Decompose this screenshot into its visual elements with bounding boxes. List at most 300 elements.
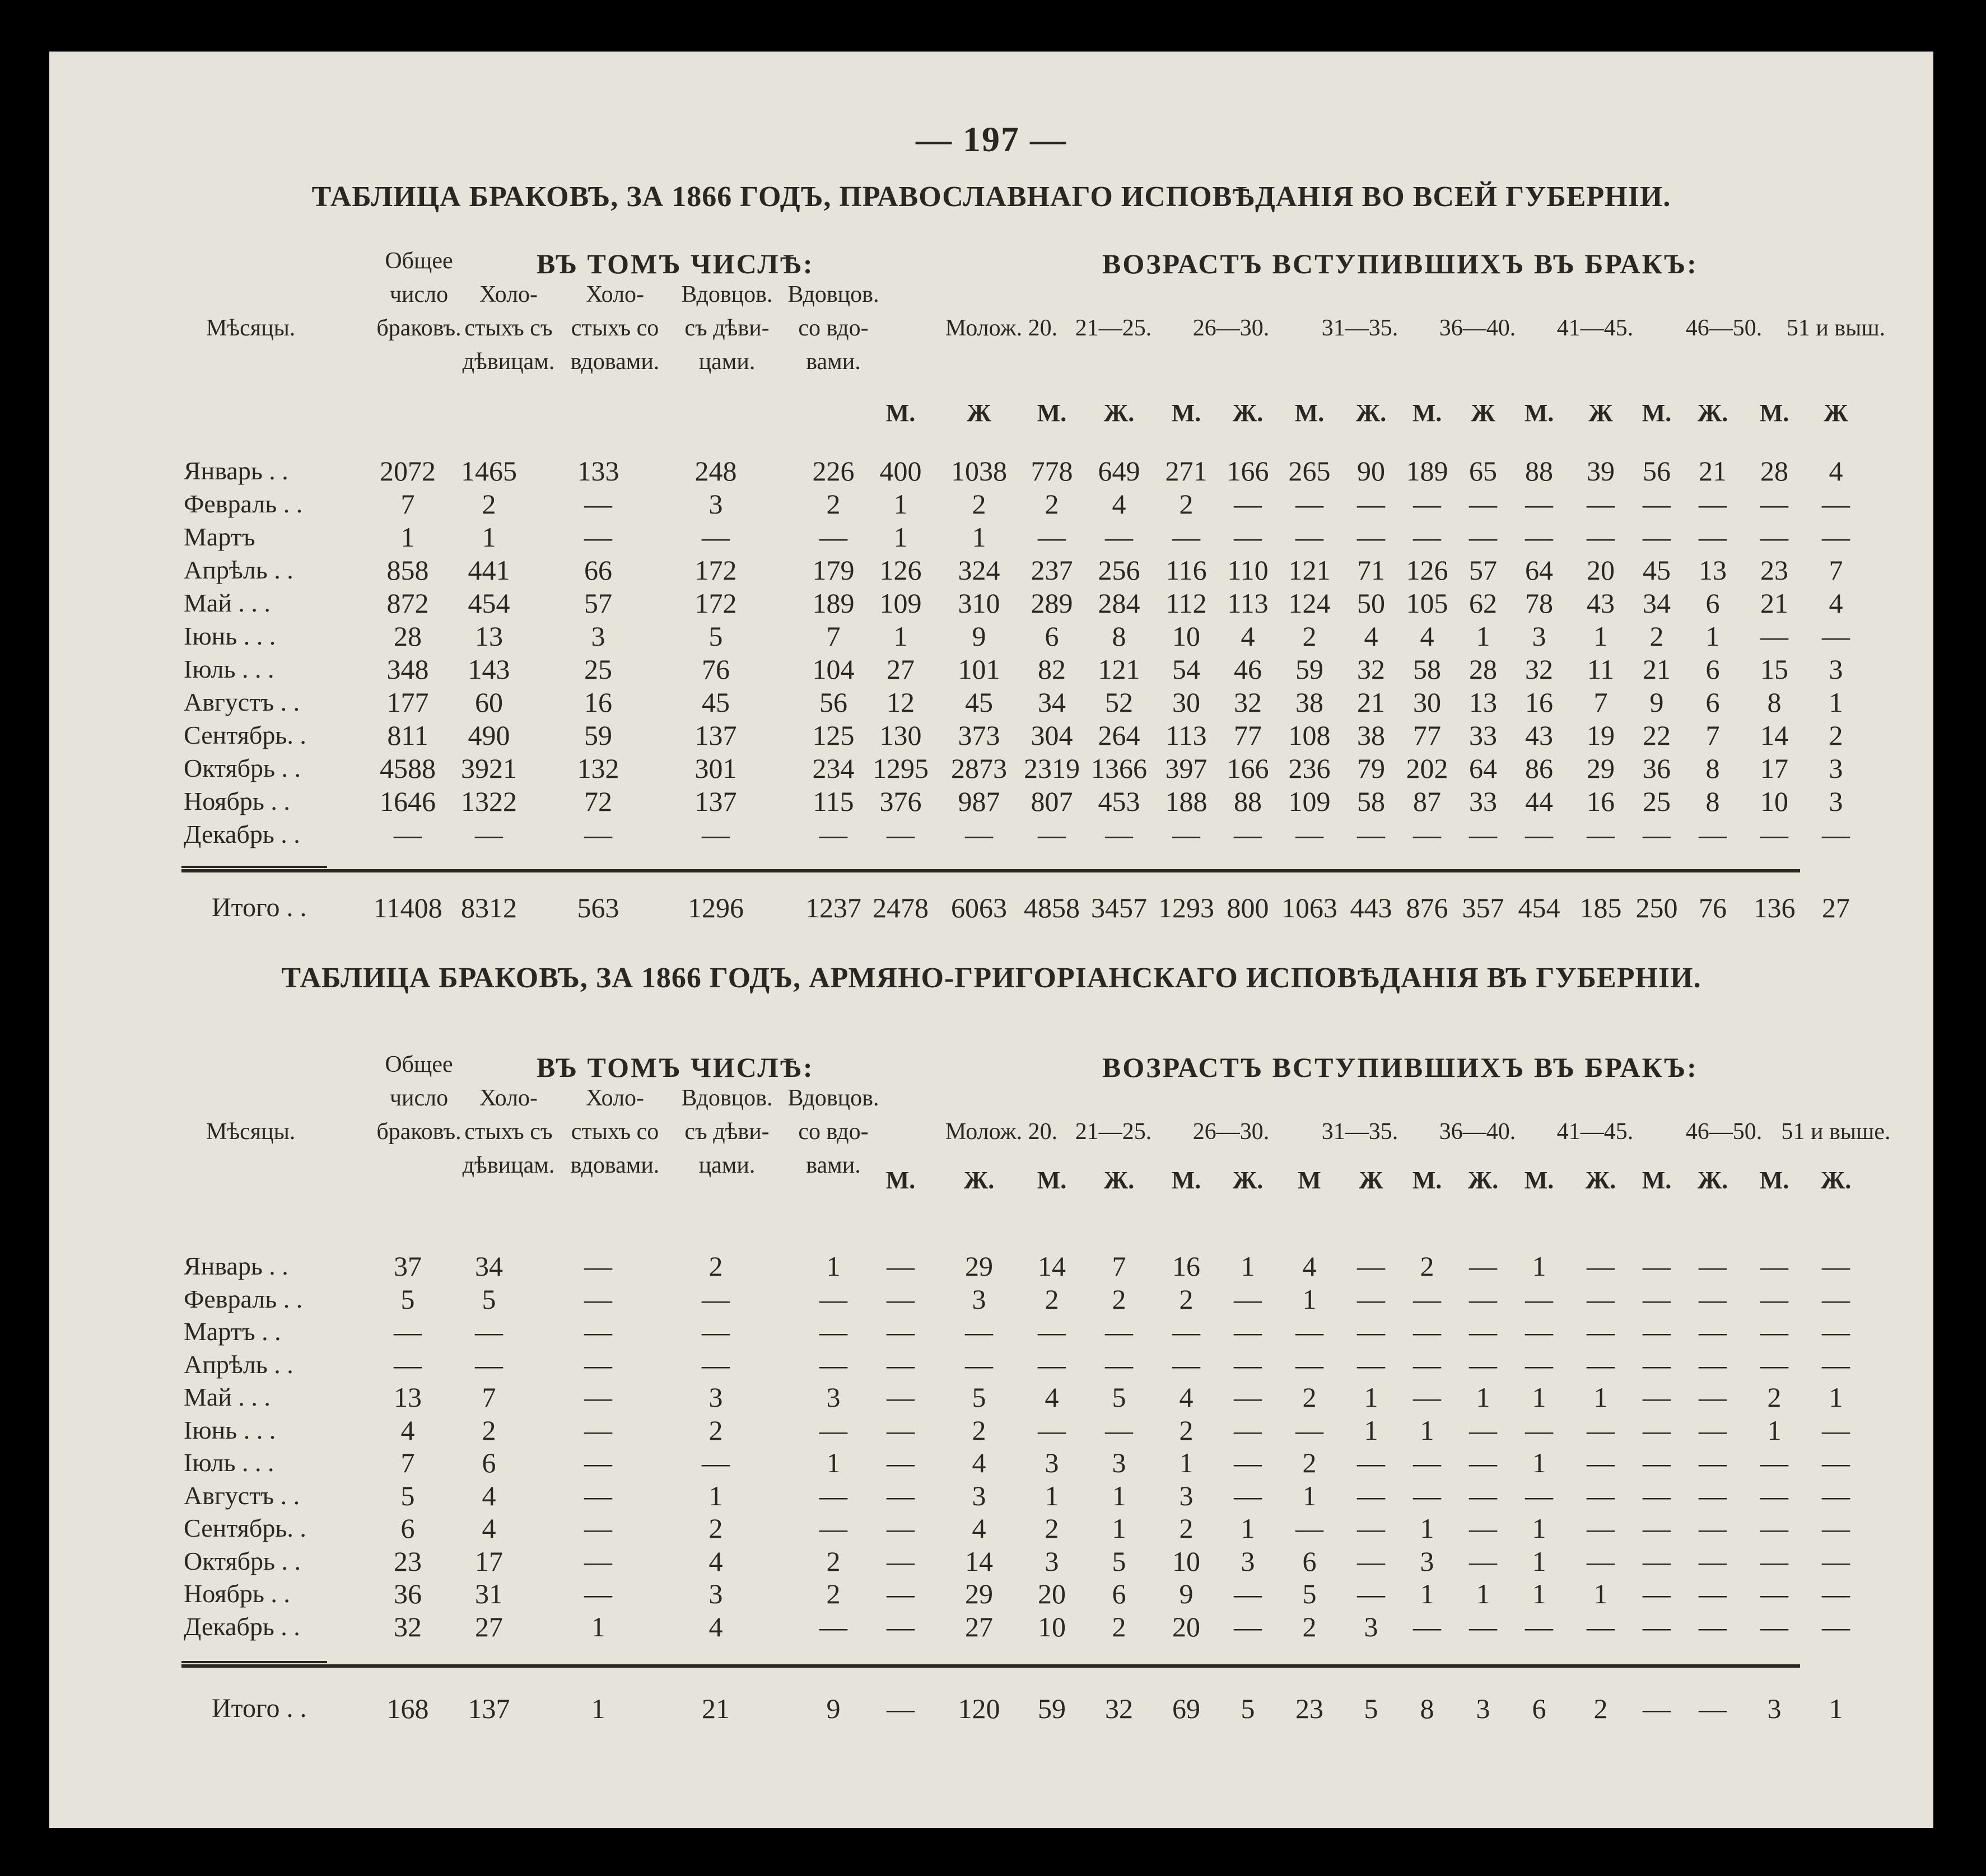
- table-cell: 1: [1532, 1447, 1546, 1478]
- table-cell: —: [1357, 1250, 1385, 1282]
- sex-label: Ж.: [1697, 399, 1728, 427]
- age-group-header: 31—35.: [1321, 315, 1398, 341]
- table-cell: —: [1469, 1316, 1497, 1347]
- age-header: ВОЗРАСТЪ ВСТУПИВШИХЪ ВЪ БРАКЪ:: [1102, 1052, 1698, 1083]
- table-cell: —: [1357, 819, 1385, 850]
- table-cell: —: [887, 1414, 915, 1446]
- total-cell: 1293: [1158, 892, 1214, 923]
- table-cell: 1: [972, 521, 986, 553]
- table-cell: 807: [1031, 786, 1073, 817]
- table-cell: —: [1822, 488, 1850, 520]
- table-cell: 37: [394, 1250, 422, 1282]
- table-cell: —: [1587, 819, 1615, 850]
- sex-label: М.: [885, 1166, 916, 1194]
- table-cell: —: [819, 1513, 847, 1544]
- table-rule: [181, 869, 1800, 872]
- sex-label: М.: [1642, 399, 1672, 427]
- table-cell: 441: [468, 554, 510, 586]
- table-cell: 65: [1469, 455, 1497, 487]
- table-row: [49, 719, 1933, 752]
- table-cell: 1: [1593, 1382, 1608, 1413]
- table-cell: 3: [1045, 1447, 1059, 1478]
- table-cell: —: [1822, 819, 1850, 850]
- table-cell: 32: [1234, 687, 1262, 718]
- table-row: [49, 785, 1933, 818]
- column-header-col2: стыхъ со: [571, 315, 659, 341]
- table-cell: 105: [1406, 587, 1448, 619]
- table-cell: —: [584, 1316, 612, 1347]
- table-cell: 7: [1829, 554, 1843, 586]
- table-cell: 1: [591, 1611, 605, 1642]
- table-cell: —: [1699, 1348, 1727, 1380]
- table-cell: 88: [1525, 455, 1553, 487]
- table-cell: —: [584, 1250, 612, 1282]
- table-cell: —: [1295, 1316, 1323, 1347]
- table-cell: 90: [1357, 455, 1385, 487]
- table-cell: 373: [958, 720, 1000, 751]
- table-cell: —: [1699, 1578, 1727, 1609]
- table-cell: 2: [1302, 1382, 1317, 1413]
- table-cell: —: [1643, 1348, 1671, 1380]
- table-cell: 2: [1112, 1283, 1126, 1315]
- total-cell: 168: [386, 1693, 429, 1724]
- total-label: Итого . .: [212, 1693, 307, 1723]
- table-cell: 3: [1045, 1545, 1059, 1577]
- table-cell: 59: [584, 720, 612, 751]
- table-cell: 101: [958, 654, 1000, 685]
- table-cell: 87: [1413, 786, 1441, 817]
- table-cell: —: [1643, 1414, 1671, 1446]
- table-cell: 113: [1166, 720, 1207, 751]
- table-cell: —: [1105, 1348, 1133, 1380]
- column-header-col3: цами.: [698, 1152, 756, 1178]
- sex-label: М.: [1294, 399, 1325, 427]
- table-cell: 64: [1525, 554, 1553, 586]
- age-group-header: 41—45.: [1556, 1119, 1634, 1145]
- table-cell: 2: [1179, 1513, 1194, 1544]
- table-cell: —: [1699, 1480, 1727, 1511]
- table-cell: 32: [1525, 654, 1553, 685]
- total-cell: 454: [1518, 892, 1560, 923]
- table-cell: 16: [584, 687, 612, 718]
- table-cell: 46: [1234, 654, 1262, 685]
- table-cell: —: [584, 488, 612, 520]
- table-cell: —: [1699, 1611, 1727, 1642]
- table-cell: 2: [1420, 1250, 1434, 1282]
- table-cell: —: [1587, 1348, 1615, 1380]
- table-cell: —: [1357, 1545, 1385, 1577]
- table-cell: 121: [1288, 554, 1331, 586]
- table-cell: 4: [708, 1611, 723, 1642]
- table-cell: 5: [1302, 1578, 1317, 1609]
- table-cell: —: [1469, 1611, 1497, 1642]
- sex-label: М.: [1412, 399, 1442, 427]
- table-cell: 20: [1587, 554, 1615, 586]
- table-cell: 454: [468, 587, 510, 619]
- table-cell: 1: [826, 1447, 841, 1478]
- sex-label: Ж: [967, 399, 991, 427]
- table-cell: —: [702, 1447, 730, 1478]
- table-cell: —: [1413, 1611, 1441, 1642]
- table-cell: 1: [1476, 1382, 1490, 1413]
- table-cell: —: [1760, 620, 1788, 652]
- age-group-header: 51 и выше.: [1781, 1119, 1891, 1145]
- table-cell: —: [1469, 1447, 1497, 1478]
- table-cell: 88: [1234, 786, 1262, 817]
- column-header-col4: со вдо-: [798, 315, 869, 341]
- table-cell: 34: [475, 1250, 503, 1282]
- table-cell: 1: [1593, 620, 1608, 652]
- table-cell: —: [1038, 819, 1066, 850]
- table-cell: 3: [591, 620, 605, 652]
- table-cell: —: [1413, 1480, 1441, 1511]
- month-label: Май . . .: [184, 1383, 271, 1411]
- total-cell: 27: [1822, 892, 1850, 923]
- column-header-col2: вдовами.: [570, 1152, 660, 1178]
- table-cell: 7: [1112, 1250, 1126, 1282]
- total-cell: —: [887, 1693, 915, 1724]
- table-cell: —: [1587, 1250, 1615, 1282]
- table-cell: 1295: [873, 753, 929, 784]
- month-label: Iюнь . . .: [184, 622, 276, 650]
- sex-label: М.: [1037, 1166, 1067, 1194]
- total-cell: 69: [1172, 1693, 1200, 1724]
- table-cell: 1: [893, 488, 908, 520]
- table-cell: 1: [1112, 1513, 1126, 1544]
- table-cell: —: [1643, 819, 1671, 850]
- table-cell: 3: [1112, 1447, 1126, 1478]
- table-cell: —: [887, 1545, 915, 1577]
- table-cell: 32: [1357, 654, 1385, 685]
- table-row: [49, 1381, 1933, 1413]
- table-cell: —: [1643, 1382, 1671, 1413]
- table-row: [49, 1480, 1933, 1512]
- table-cell: 115: [813, 786, 854, 817]
- table-cell: —: [819, 1283, 847, 1315]
- table-cell: —: [1234, 1480, 1262, 1511]
- table-cell: —: [1525, 1316, 1553, 1347]
- table-cell: —: [1587, 1513, 1615, 1544]
- month-label: Августъ . .: [184, 688, 300, 716]
- total-cell: 3: [1476, 1693, 1490, 1724]
- table-cell: —: [1822, 1578, 1850, 1609]
- document-page: [49, 52, 1933, 1828]
- table-cell: 236: [1288, 753, 1331, 784]
- table-cell: 30: [1413, 687, 1441, 718]
- table-cell: 8: [1705, 786, 1720, 817]
- table-cell: 14: [1760, 720, 1788, 751]
- table-cell: —: [1172, 1316, 1200, 1347]
- table-cell: 1: [1532, 1545, 1546, 1577]
- table-cell: —: [1234, 521, 1262, 553]
- table-cell: —: [584, 1578, 612, 1609]
- table-cell: 3: [708, 1578, 723, 1609]
- table-cell: 3: [1364, 1611, 1378, 1642]
- table-cell: 6: [1705, 587, 1720, 619]
- table-cell: 987: [958, 786, 1000, 817]
- sex-label: Ж.: [1697, 1166, 1728, 1194]
- table-cell: 1: [1179, 1447, 1194, 1478]
- table-cell: 5: [482, 1283, 496, 1315]
- table-cell: —: [1643, 1480, 1671, 1511]
- table-cell: 12: [887, 687, 915, 718]
- table-rule: [181, 1664, 1800, 1668]
- table-cell: 3: [1829, 786, 1843, 817]
- table-cell: —: [1357, 1283, 1385, 1315]
- table-cell: 17: [475, 1545, 503, 1577]
- table-cell: 33: [1469, 720, 1497, 751]
- table-title: ТАБЛИЦА БРАКОВЪ, ЗА 1866 ГОДЪ, АРМЯНО-ГРИГОРIАНСКАГО ИСПОВѢДАНIЯ ВЪ ГУБЕРНIИ.: [281, 962, 1701, 994]
- table-cell: 58: [1413, 654, 1441, 685]
- table-cell: 16: [1587, 786, 1615, 817]
- table-cell: 130: [879, 720, 922, 751]
- column-header-col1: Холо-: [479, 282, 538, 307]
- table-cell: 72: [584, 786, 612, 817]
- table-cell: 34: [1643, 587, 1671, 619]
- table-cell: 172: [694, 554, 737, 586]
- table-cell: 1: [1705, 620, 1720, 652]
- table-cell: 16: [1525, 687, 1553, 718]
- table-cell: —: [1469, 521, 1497, 553]
- table-row: [49, 1578, 1933, 1610]
- table-cell: 3: [1179, 1480, 1194, 1511]
- total-cell: 3457: [1091, 892, 1147, 923]
- month-label: Январь . .: [184, 1252, 288, 1280]
- table-cell: 2: [1649, 620, 1664, 652]
- table-cell: 778: [1031, 455, 1073, 487]
- table-cell: 7: [482, 1382, 496, 1413]
- page-number: — 197 —: [916, 119, 1067, 159]
- table-cell: 4: [1045, 1382, 1059, 1413]
- table-cell: —: [1760, 521, 1788, 553]
- table-row: [49, 1545, 1933, 1578]
- table-cell: —: [1760, 1578, 1788, 1609]
- table-cell: —: [887, 1578, 915, 1609]
- table-cell: 5: [972, 1382, 986, 1413]
- table-cell: —: [1469, 1250, 1497, 1282]
- table-cell: —: [1413, 1447, 1441, 1478]
- table-cell: 3: [972, 1283, 986, 1315]
- table-cell: —: [1822, 1545, 1850, 1577]
- table-cell: 265: [1288, 455, 1331, 487]
- age-group-header: 36—40.: [1439, 1119, 1516, 1145]
- table-cell: —: [1172, 521, 1200, 553]
- table-cell: 4: [1420, 620, 1434, 652]
- table-cell: 28: [1760, 455, 1788, 487]
- table-row: [49, 521, 1933, 553]
- table-cell: —: [965, 819, 993, 850]
- table-cell: 9: [972, 620, 986, 652]
- table-cell: 125: [812, 720, 855, 751]
- table-cell: 1: [1112, 1480, 1126, 1511]
- table-cell: 234: [812, 753, 855, 784]
- table-cell: 6: [1705, 654, 1720, 685]
- table-cell: —: [1525, 521, 1553, 553]
- table-cell: 19: [1587, 720, 1615, 751]
- table-cell: 649: [1098, 455, 1140, 487]
- table-cell: —: [1525, 1348, 1553, 1380]
- table-cell: 188: [1165, 786, 1208, 817]
- table-cell: 7: [826, 620, 841, 652]
- column-header-col3: цами.: [698, 349, 756, 375]
- table-cell: —: [1822, 1316, 1850, 1347]
- table-cell: 1: [1532, 1513, 1546, 1544]
- table-cell: 2: [1112, 1611, 1126, 1642]
- table-cell: —: [1587, 1283, 1615, 1315]
- month-label: Мартъ . .: [184, 1317, 281, 1346]
- table-cell: —: [1234, 819, 1262, 850]
- table-cell: —: [1760, 1513, 1788, 1544]
- table-cell: 21: [1643, 654, 1671, 685]
- table-cell: 1: [1420, 1578, 1434, 1609]
- total-cell: 137: [468, 1693, 510, 1724]
- total-cell: 1063: [1281, 892, 1337, 923]
- table-cell: 36: [1643, 753, 1671, 784]
- table-cell: —: [702, 1348, 730, 1380]
- table-cell: 23: [394, 1545, 422, 1577]
- table-cell: —: [1643, 521, 1671, 553]
- table-cell: —: [1357, 1348, 1385, 1380]
- table-cell: —: [702, 1316, 730, 1347]
- table-cell: —: [1038, 1348, 1066, 1380]
- table-cell: 137: [694, 720, 737, 751]
- table-cell: —: [1587, 488, 1615, 520]
- table-cell: —: [584, 1513, 612, 1544]
- table-cell: 453: [1098, 786, 1140, 817]
- table-cell: —: [887, 1382, 915, 1413]
- sex-label: М: [1298, 1166, 1321, 1194]
- table-cell: —: [1234, 1348, 1262, 1380]
- table-cell: 10: [1760, 786, 1788, 817]
- table-cell: —: [584, 1283, 612, 1315]
- total-cell: 59: [1038, 1693, 1066, 1724]
- table-cell: 4: [1179, 1382, 1194, 1413]
- table-cell: 109: [1288, 786, 1331, 817]
- table-cell: 2: [826, 1578, 841, 1609]
- table-cell: 27: [887, 654, 915, 685]
- table-cell: 57: [584, 587, 612, 619]
- table-cell: 6: [400, 1513, 415, 1544]
- column-header-total: Общее: [385, 1052, 453, 1077]
- table-cell: —: [1822, 1414, 1850, 1446]
- table-cell: 2: [482, 1414, 496, 1446]
- table-cell: 108: [1288, 720, 1331, 751]
- table-cell: —: [1525, 1480, 1553, 1511]
- table-cell: —: [965, 1348, 993, 1380]
- column-header-col1: Холо-: [479, 1085, 538, 1111]
- table-cell: 30: [1172, 687, 1200, 718]
- table-cell: 858: [386, 554, 429, 586]
- sex-label: М.: [885, 399, 916, 427]
- column-header-col4: вами.: [806, 349, 861, 375]
- table-cell: 20: [1038, 1578, 1066, 1609]
- total-cell: 1: [1829, 1693, 1843, 1724]
- table-cell: —: [887, 1250, 915, 1282]
- table-cell: 58: [1357, 786, 1385, 817]
- table-cell: 2: [972, 488, 986, 520]
- table-cell: 38: [1357, 720, 1385, 751]
- table-cell: —: [1822, 1513, 1850, 1544]
- table-cell: —: [1525, 819, 1553, 850]
- sex-label: Ж: [1588, 399, 1613, 427]
- table-cell: —: [1038, 1316, 1066, 1347]
- total-cell: 6063: [951, 892, 1007, 923]
- table-row: [49, 1348, 1933, 1381]
- months-header: Мѣсяцы.: [206, 315, 296, 341]
- column-header-total: Общее: [385, 248, 453, 274]
- table-cell: 8: [1705, 753, 1720, 784]
- sex-label: Ж.: [1355, 399, 1387, 427]
- table-cell: —: [475, 1316, 503, 1347]
- table-cell: 2: [1045, 488, 1059, 520]
- table-cell: —: [1234, 1382, 1262, 1413]
- table-cell: 4: [1241, 620, 1255, 652]
- month-label: Апрѣль . .: [184, 1350, 293, 1379]
- table-cell: 33: [1469, 786, 1497, 817]
- table-cell: —: [819, 1480, 847, 1511]
- table-cell: 7: [1705, 720, 1720, 751]
- table-cell: 21: [1760, 587, 1788, 619]
- table-cell: 400: [879, 455, 922, 487]
- table-cell: 25: [584, 654, 612, 685]
- table-cell: 23: [1760, 554, 1788, 586]
- table-cell: 5: [400, 1283, 415, 1315]
- table-cell: —: [1038, 1414, 1066, 1446]
- table-cell: —: [1822, 1250, 1850, 1282]
- column-header-col4: Вдовцов.: [787, 1085, 879, 1111]
- total-cell: 5: [1364, 1693, 1378, 1724]
- table-cell: —: [1525, 488, 1553, 520]
- table-cell: —: [1587, 521, 1615, 553]
- column-header-col1: стыхъ съ: [464, 315, 553, 341]
- table-cell: 86: [1525, 753, 1553, 784]
- total-cell: 4858: [1024, 892, 1080, 923]
- table-cell: 872: [386, 587, 429, 619]
- table-cell: 6: [482, 1447, 496, 1478]
- month-label: Декабрь . .: [184, 820, 300, 848]
- table-cell: 79: [1357, 753, 1385, 784]
- table-row: [49, 653, 1933, 685]
- table-cell: 10: [1172, 620, 1200, 652]
- table-cell: —: [1234, 488, 1262, 520]
- table-cell: 14: [965, 1545, 993, 1577]
- table-cell: 9: [1649, 687, 1664, 718]
- table-cell: 6: [1045, 620, 1059, 652]
- table-rule-short: [181, 866, 327, 868]
- table-cell: 1: [1420, 1513, 1434, 1544]
- table-cell: 284: [1098, 587, 1140, 619]
- table-cell: —: [1469, 819, 1497, 850]
- table-cell: —: [1038, 521, 1066, 553]
- table-cell: 2: [1179, 488, 1194, 520]
- table-cell: 44: [1525, 786, 1553, 817]
- table-cell: —: [1699, 819, 1727, 850]
- table-cell: 77: [1413, 720, 1441, 751]
- table-cell: 3: [1420, 1545, 1434, 1577]
- table-cell: 52: [1105, 687, 1133, 718]
- table-cell: 3: [1829, 753, 1843, 784]
- age-group-header: 21—25.: [1075, 315, 1152, 341]
- table-cell: 237: [1031, 554, 1073, 586]
- age-group-header: Молож. 20.: [945, 315, 1058, 341]
- table-cell: 2: [826, 1545, 841, 1577]
- table-cell: 13: [394, 1382, 422, 1413]
- table-cell: —: [1357, 1578, 1385, 1609]
- sex-label: М.: [1642, 1166, 1672, 1194]
- total-cell: 1: [591, 1693, 605, 1724]
- table-cell: —: [1760, 488, 1788, 520]
- table-cell: 17: [1760, 753, 1788, 784]
